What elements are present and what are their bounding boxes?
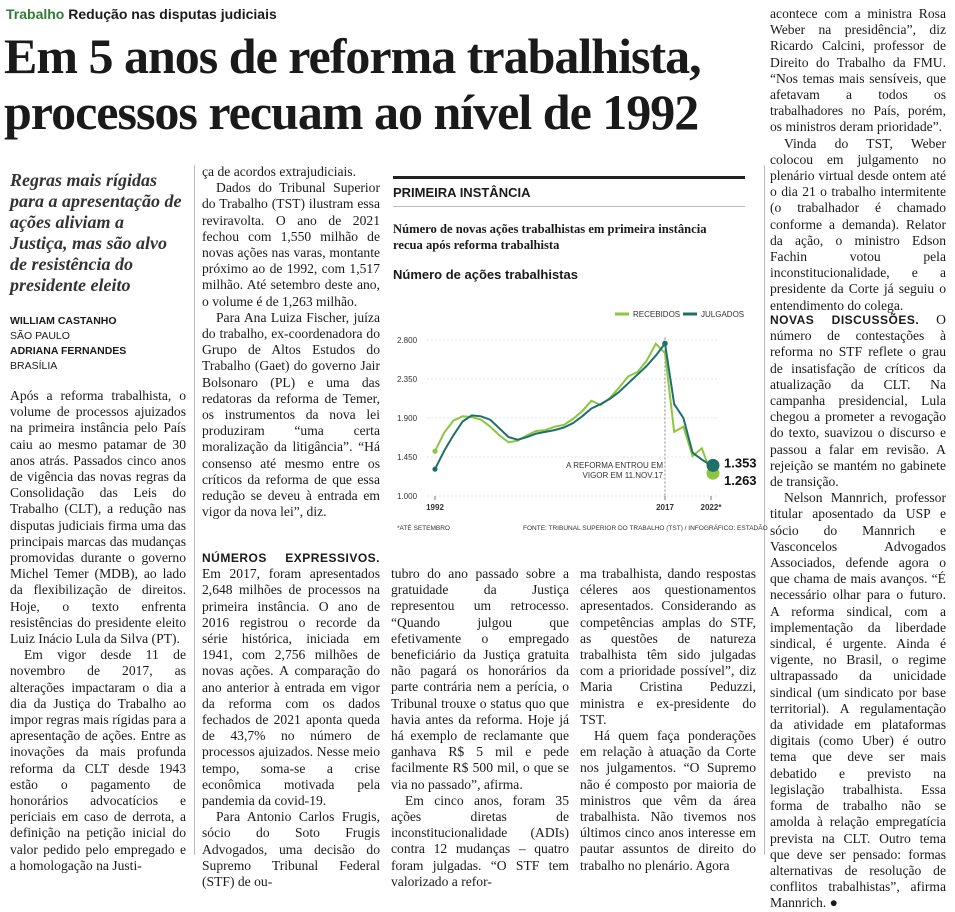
series-line-julgados	[435, 344, 711, 470]
byline-name-2: ADRIANA FERNANDES	[10, 345, 127, 357]
subhead: NÚMEROS EXPRESSIVOS.	[202, 551, 380, 565]
topic-label: Redução nas disputas judiciais	[68, 6, 277, 22]
chart-footnote: *ATÉ SETEMBRO	[397, 525, 450, 532]
chart-title: Número de novas ações trabalhistas em primeira instância recua após reforma trabalhista	[393, 222, 707, 252]
annotation-line: VIGOR EM 11.NOV.17	[582, 471, 663, 480]
series-start-point	[432, 467, 437, 472]
paragraph: Para Antonio Carlos Frugis, sócio do Soto Frugis Advogados, uma decisão do Supremo Tribunal Federal (STF) de ou-	[202, 809, 380, 890]
x-tick-label: 1992	[426, 503, 444, 512]
chart-source: FONTE: TRIBUNAL SUPERIOR DO TRABALHO (TST) / INFOGRÁFICO: ESTADÃO	[523, 525, 768, 532]
lead: Regras mais rígidas para a apresentação de ações aliviam a Justiça, mas são alvo de resistência do presidente eleito	[10, 170, 182, 295]
legend-label-recebidos: RECEBIDOS	[633, 310, 681, 319]
paragraph: Nelson Mannrich, professor titular aposentado da USP e sócio do Mannrich e Vasconcelos Advogados Associados, defende agora o que chama de mais avanços. “É necessário olhar para o futuro. A reforma sindical, com a implementação da liberdade sindical, é urgente. Ainda é vigente, no Brasil, o regime ultrapassado da unicidade sindical (um sindicato por base territorial). A regulamentação da atividade em plataformas digitais (como Uber) é outro tema que deve ser mais debatido e previsto na legislação trabalhista. Essa forma de trabalho não se amolda à relação empregatícia prevista na CLT. Outro tema que deve ser pensado: formas alternativas de resolução de conflitos trabalhistas”, afirma Mannrich. ●	[770, 490, 946, 911]
line-chart	[393, 298, 768, 538]
paragraph: tubro do ano passado sobre a gratuidade da Justiça representou um retrocesso. “Quando julgou que efetivamente o empregado beneficiário da Justiça gratuita não pagará os honorários da parte contrária nem a perícia, o Tribunal trouxe o status quo que havia antes da reforma. Hoje já há exemplo de reclamante que ganhava R$ 5 mil e pede facilmente R$ 500 mil, o que se via no passado”, afirma.	[391, 566, 569, 792]
legend-label-julgados: JULGADOS	[701, 310, 745, 319]
series-start-point	[432, 449, 437, 454]
byline-place-2: BRASÍLIA	[10, 360, 58, 372]
bylines	[10, 314, 185, 374]
byline-place-1: SÃO PAULO	[10, 330, 70, 342]
x-tick-label: 2017	[656, 503, 674, 512]
article-column-4	[580, 566, 756, 874]
value-label-recebidos: 1.263	[724, 473, 757, 489]
series-line-recebidos	[435, 344, 711, 473]
paragraph: O número de contestações à reforma no STF reflete o grau de insatisfação de críticos da atualização da CLT. Na campanha presidencial, Lula chegou a prometer a revogação do texto, suavizou o discurso e passou a falar em revisão. A rejeição se mantém no gabinete de transição.	[770, 312, 946, 490]
y-tick-label: 1.000	[397, 492, 418, 501]
paragraph: ma trabalhista, dando respostas céleres aos questionamentos apresentados. Considerando as competências amplas do STF, as questões de natureza trabalhista têm sido julgadas com a prioridade possível”, diz Maria Cristina Peduzzi, ministra e ex-presidente do TST.	[580, 566, 756, 727]
paragraph: Vinda do TST, Weber colocou em julgamento no plenário virtual desde ontem até o dia 21 o trabalho intermitente (o trabalhador é chamado conforme a demanda). Relator da ação, o ministro Edson Fachin votou pela inconstitucionalidade, e a presidente da Corte já seguiu o entendimento do colega.	[770, 135, 946, 313]
end-point-julgados	[707, 459, 720, 472]
paragraph: Após a reforma trabalhista, o volume de processos ajuizados na primeira instância pelo País caiu ao mesmo patamar de 30 anos atrás. Passados cinco anos de vigência das novas regras da Consolidação das Leis do Trabalho (CLT), a redução nas disputas judiciais firma uma das principais marcas das mudanças promovidas durante o governo Michel Temer (MDB), ao lado da flexibilização de direitos. Hoje, o texto enfrenta resistências do presidente eleito Luiz Inácio Lula da Silva (PT).	[10, 388, 186, 647]
paragraph: Para Ana Luiza Fischer, juíza do trabalho, ex-coordenadora do Grupo de Altos Estudos do Trabalho (Gaet) do governo Jair Bolsonaro (PL) e uma das redatoras da reforma de Temer, os instrumentos da nova lei produziram “uma certa moralização da litigância”. “Há consenso até mesmo entre os críticos da reforma de que essa redução se deveu à entrada em vigor da nova lei”, diz.	[202, 309, 380, 520]
peak-point	[662, 341, 668, 347]
article-column-3	[391, 566, 569, 890]
article-column-5-bottom	[770, 312, 946, 912]
annotation-line: A REFORMA ENTROU EM	[566, 461, 663, 470]
paragraph: Há quem faça ponderações em relação à atuação da Corte nos julgamentos. “O Supremo não é composto por maioria de ministros que vêm da área trabalhista. Não tivemos nos últimos cinco anos interesse em pautar assuntos de direito do trabalho no plenário. Agora	[580, 728, 756, 873]
y-tick-label: 2.350	[397, 375, 418, 384]
article-column-2-bottom	[202, 550, 380, 890]
paragraph: Dados do Tribunal Superior do Trabalho (TST) ilustram essa reviravolta. O ano de 2021 fechou com 1,550 milhão de novas ações nas varas, montante próximo ao de 1992, com 1,517 milhão. Até setembro deste ano, o volume é de 1,263 milhão.	[202, 180, 380, 309]
section-label: Trabalho	[6, 6, 65, 22]
paragraph: acontece com a ministra Rosa Weber na presidência”, diz Ricardo Calcini, professor de Direito do Trabalho da FMU. “Nos temas mais sensíveis, que afetavam a todos os trabalhadores no País, porém, os ministros deram prioridade”.	[770, 6, 946, 135]
article-column-5-top	[770, 6, 946, 314]
kicker	[6, 6, 277, 22]
chart-section-label: PRIMEIRA INSTÂNCIA	[393, 185, 531, 200]
chart-box	[393, 176, 768, 532]
subhead: NOVAS DISCUSSÕES.	[770, 313, 920, 327]
article-column-2-top	[202, 164, 380, 520]
paragraph: Em vigor desde 11 de novembro de 2017, as alterações impactaram o dia a dia da Justiça do Trabalho ao impor regras mais rígidas para a apresentação de ações. Entre as inovações da mais profunda reforma da CLT desde 1943 estão o pagamento de honorários advocatícios e periciais em caso de derrota, a definição na petição inicial do valor pedido pelo empregado e a homologação na Justi-	[10, 647, 186, 873]
paragraph: Em cinco anos, foram 35 ações diretas de inconstitucionalidade (ADIs) contra 12 mudanças – quatro foram julgadas. “O STF tem valorizado a refor-	[391, 792, 569, 889]
article-column-1	[10, 388, 186, 874]
y-tick-label: 1.900	[397, 414, 418, 423]
headline-line-2: processos recuam ao nível de 1992	[4, 84, 699, 140]
headline	[4, 28, 764, 140]
paragraph: ça de acordos extrajudiciais.	[202, 164, 356, 179]
y-tick-label: 2.800	[397, 336, 418, 345]
value-label-julgados: 1.353	[724, 455, 757, 471]
paragraph: Em 2017, foram apresentados 2,648 milhões de processos na primeira instância. O ano de 2016 registrou o recorde da série histórica, iniciada em 1941, com 2,756 milhões de novas ações. A comparação do ano anterior à entrada em vigor da reforma com os dados fechados de 2021 aponta queda de 43,7% no número de processos ajuizados. Nesse meio tempo, soma-se a crise econômica motivada pela pandemia da covid-19.	[202, 566, 380, 809]
headline-line-1: Em 5 anos de reforma trabalhista,	[4, 28, 701, 84]
y-tick-label: 1.450	[397, 453, 418, 462]
byline-name-1: WILLIAM CASTANHO	[10, 315, 117, 327]
x-tick-label: 2022*	[700, 503, 722, 512]
chart-subtitle: Número de ações trabalhistas	[393, 267, 578, 282]
